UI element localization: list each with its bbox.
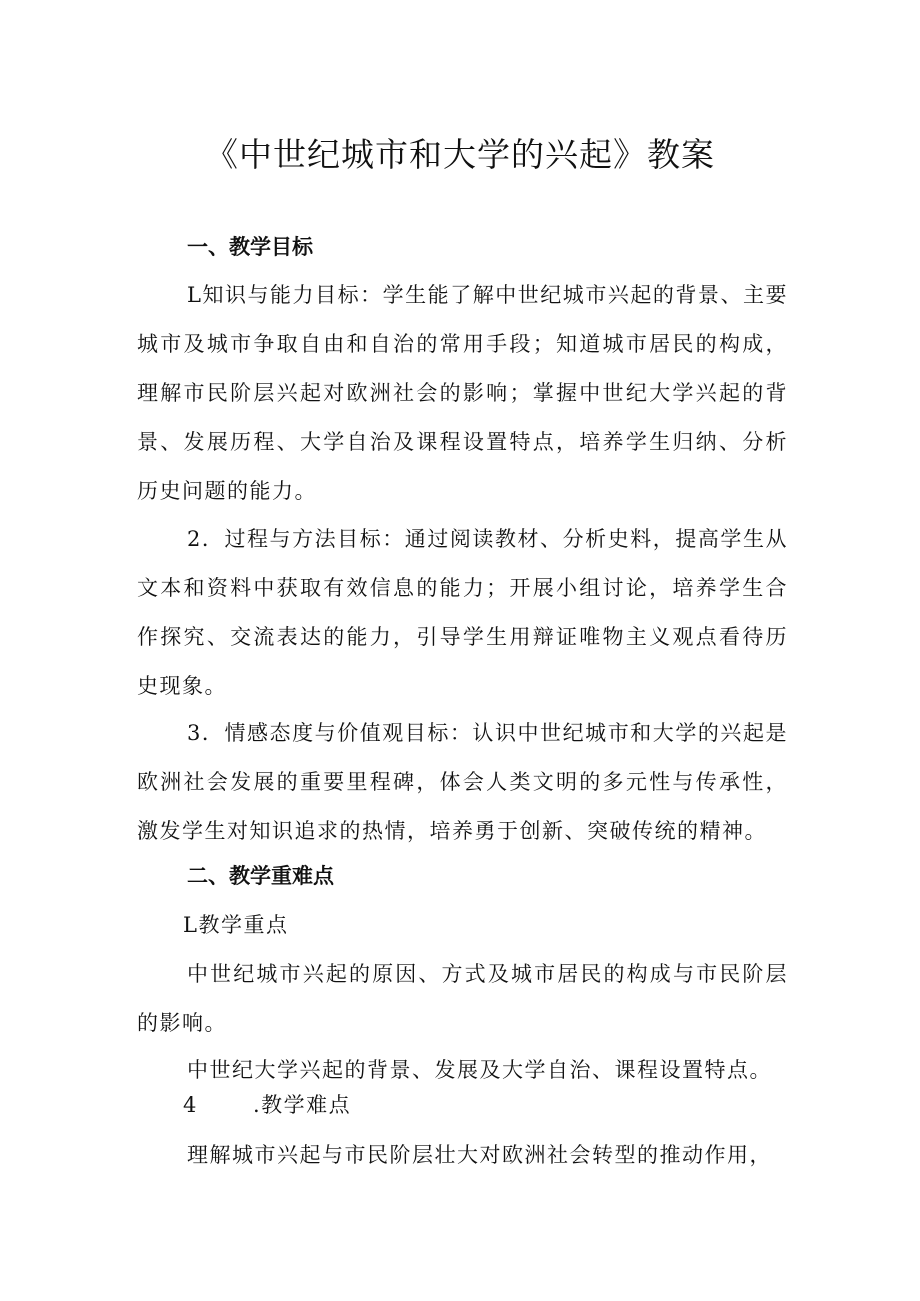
paragraph-process-method-goal: 2．过程与方法目标：通过阅读教材、分析史料，提高学生从文本和资料中获取有效信息的能力；开展小组讨论，培养学生合作探究、交流表达的能力，引导学生用辩证唯物主义观点看待历史现象。 <box>137 527 788 698</box>
paragraph-focus-city: 中世纪城市兴起的原因、方式及城市居民的构成与市民阶层的影响。 <box>137 962 788 1035</box>
paragraph-focus-university: 中世纪大学兴起的背景、发展及大学自治、课程设置特点。 <box>187 1058 772 1082</box>
paragraph-difficulty: 理解城市兴起与市民阶层壮大对欧洲社会转型的推动作用， <box>187 1143 772 1167</box>
subheading-label: .教学难点 <box>253 1093 352 1117</box>
subheading-teaching-focus: L教学重点 <box>183 913 289 937</box>
document-title: 《中世纪城市和大学的兴起》教案 <box>205 135 715 174</box>
subheading-teaching-difficulty <box>183 1090 351 1120</box>
section-heading-teaching-objectives: 一、教学目标 <box>187 235 313 259</box>
paragraph-knowledge-ability-goal: L知识与能力目标：学生能了解中世纪城市兴起的背景、主要城市及城市争取自由和自治的常用手段；知道城市居民的构成，理解市民阶层兴起对欧洲社会的影响；掌握中世纪大学兴起的背景、发展历程、大学自治及课程设置特点，培养学生归纳、分析历史问题的能力。 <box>137 283 788 503</box>
section-heading-key-difficult-points: 二、教学重难点 <box>187 864 334 888</box>
paragraph-emotion-value-goal: 3．情感态度与价值观目标：认识中世纪城市和大学的兴起是欧洲社会发展的重要里程碑，体会人类文明的多元性与传承性，激发学生对知识追求的热情，培养勇于创新、突破传统的精神。 <box>137 721 788 843</box>
subheading-number: 4 <box>183 1093 198 1117</box>
